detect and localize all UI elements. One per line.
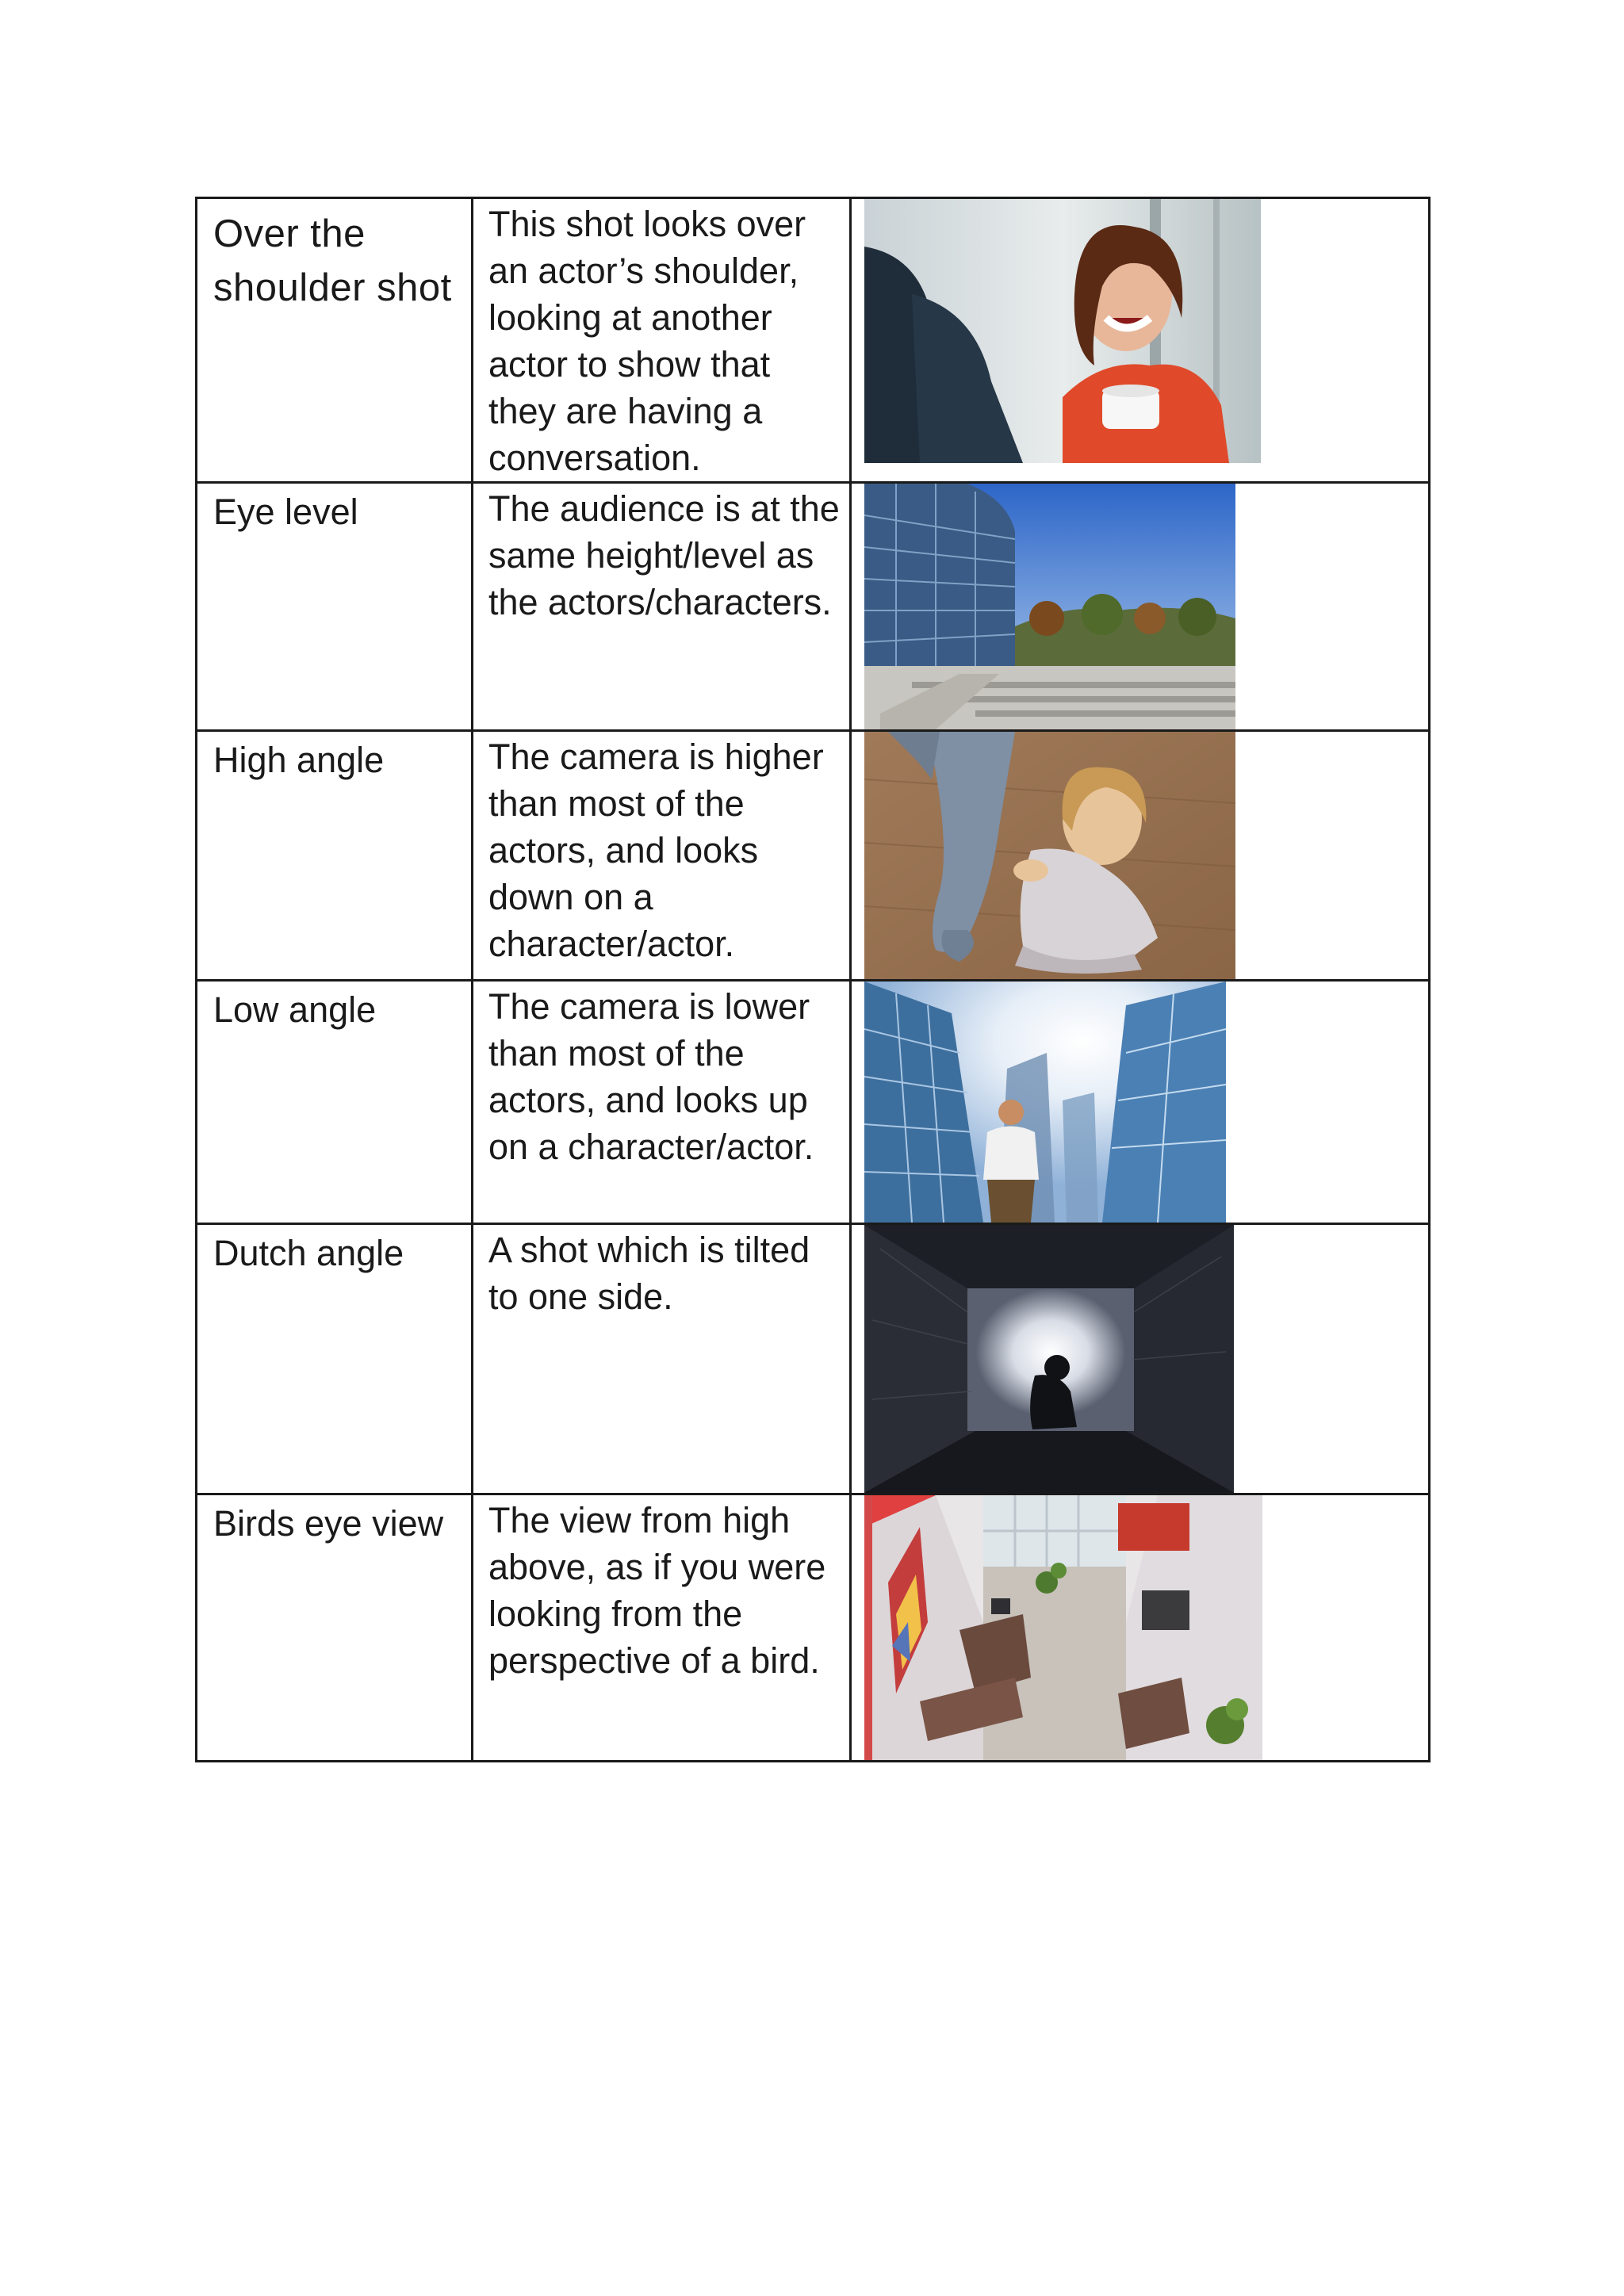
shot-image-cell	[851, 483, 1430, 731]
shot-image-cell	[851, 1224, 1430, 1494]
shot-description: A shot which is tilted to one side.	[473, 1224, 851, 1494]
table-row	[197, 731, 1430, 981]
table-row	[197, 1224, 1430, 1494]
high-angle-photo	[864, 732, 1428, 979]
shot-term: Low angle	[197, 981, 473, 1224]
table-row	[197, 198, 1430, 483]
shot-image-cell	[851, 198, 1430, 483]
table-row	[197, 483, 1430, 731]
shot-description: The audience is at the same height/level as the actors/characters.	[473, 483, 851, 731]
shot-term: High angle	[197, 731, 473, 981]
shot-description: The camera is lower than most of the actors, and looks up on a character/actor.	[473, 981, 851, 1224]
table-row	[197, 981, 1430, 1224]
over-the-shoulder-photo	[864, 199, 1428, 463]
shot-term: Eye level	[197, 483, 473, 731]
camera-shots-table	[195, 197, 1431, 1762]
table-row	[197, 1494, 1430, 1762]
shot-term: Birds eye view	[197, 1494, 473, 1762]
low-angle-photo	[864, 982, 1428, 1223]
shot-description: This shot looks over an actor’s shoulder, looking at another actor to show that they are having a conversation.	[473, 198, 851, 483]
shot-term: Over the shoulder shot	[197, 198, 473, 483]
eye-level-photo	[864, 484, 1428, 729]
shot-image-cell	[851, 981, 1430, 1224]
birds-eye-view-photo	[864, 1495, 1428, 1760]
shot-description: The view from high above, as if you were looking from the perspective of a bird.	[473, 1494, 851, 1762]
shot-image-cell	[851, 1494, 1430, 1762]
shot-image-cell	[851, 731, 1430, 981]
dutch-angle-photo	[864, 1225, 1428, 1493]
shot-description: The camera is higher than most of the actors, and looks down on a character/actor.	[473, 731, 851, 981]
shot-term: Dutch angle	[197, 1224, 473, 1494]
